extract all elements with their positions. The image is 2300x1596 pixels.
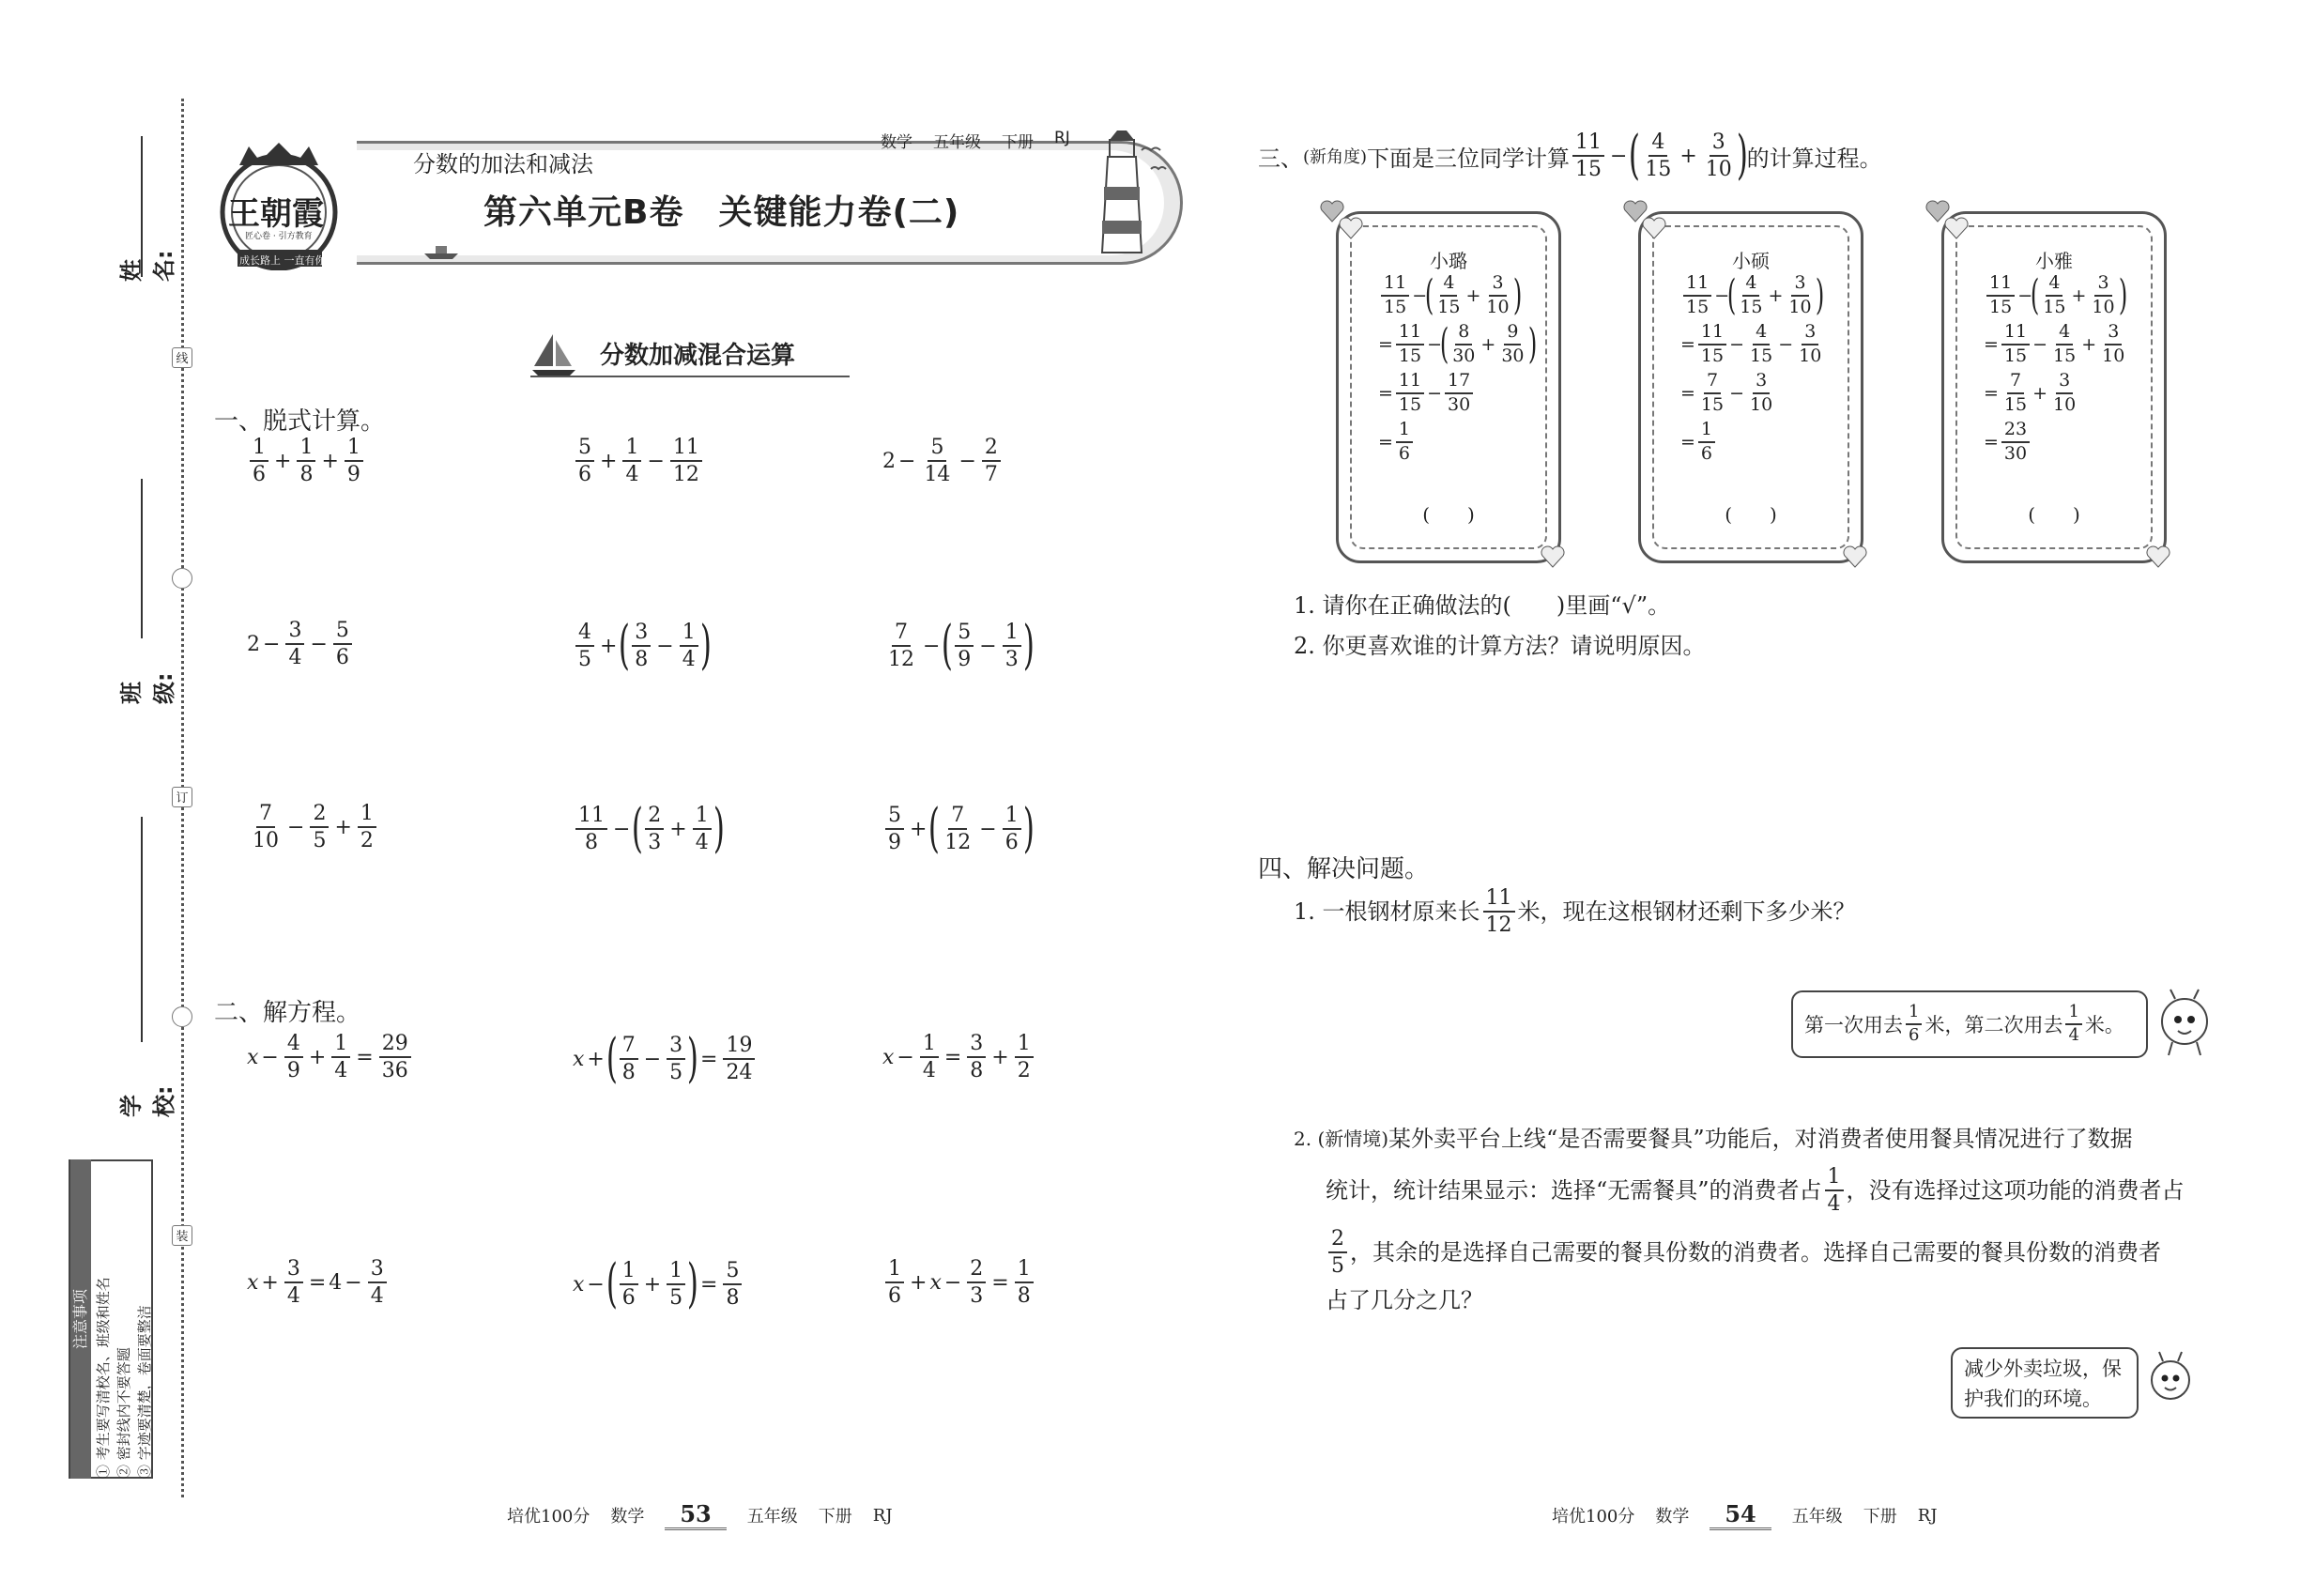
seal-dot [172,568,192,589]
name-label: 姓 名: [118,250,177,282]
page-number: 53 [665,1500,726,1530]
part3-expression: $\frac{11}{15}$ − ( $\frac{4}{15}$ + $\frac{3}{10}$ ) [1570,130,1747,182]
logo-sub: 匠心卷 · 引方教育 [245,232,313,241]
work-steps: $\frac{11}{15}$ − ( $\frac{4}{15}$ + $\frac{3}{10}$ ) = $\frac{11}{15}$ − $\frac{4}{15}$ + $\frac{3}{10}$ = $\frac{7}{15}$ + $\frac{3}{10}$ = $\frac{23}{30}$ [1984,270,2127,464]
calc-item: $\frac{1}{6}$ + $\frac{1}{8}$ + $\frac{1}{9}$ [247,437,366,485]
problem-1-b: 米，现在这根钢材还剩下多少米？ [1517,898,1856,926]
student-card-3 [1941,211,2167,563]
name-blank-line[interactable] [141,136,143,277]
unit-topic: 分数的加法和减法 [413,151,593,177]
section-banner-text: 分数加减混合运算 [600,342,796,370]
heart-icon [1842,545,1868,569]
answer-blank[interactable]: ( ) [1422,503,1475,526]
part3-suffix: 的计算过程。 [1746,145,1882,172]
heart-icon [1540,545,1566,569]
seal-mark-pack: 装 [172,1225,192,1246]
student-card-2 [1638,211,1863,563]
problem-2: 2. (新情境) 某外卖平台上线“是否需要餐具”功能后，对消费者使用餐具情况进行了数据 统计，统计结果显示：选择“无需餐具”的消费者占 $\frac{1}{4}$ ，没有选择过这项功能的消费者占 $\frac{2}{5}$ ，其余的是选择自己需要的餐具份数的消费者。选择自己需要的餐具份数的消费者 占了几分之几？ [1294,1117,2223,1327]
calc-item: $\frac{5}{6}$ + $\frac{1}{4}$ − $\frac{11}{12}$ [573,437,705,485]
calc-item: $\frac{11}{8}$ − ( $\frac{2}{3}$ + $\frac{1}{4}$ ) [573,803,724,855]
problem-2-tag: 2. (新情境) [1294,1127,1389,1150]
equation-item: $\frac{1}{6}$ + x − $\frac{2}{3}$ = $\frac{1}{8}$ [882,1258,1036,1307]
footer-brand: 培优100分 [507,1507,590,1527]
equation-item: x + ( $\frac{7}{8}$ − $\frac{3}{5}$ ) = $\frac{19}{24}$ [573,1033,758,1085]
calc-item: 2 − $\frac{5}{14}$ − $\frac{2}{7}$ [882,437,1004,485]
calc-item: $\frac{7}{12}$ − ( $\frac{5}{9}$ − $\frac{1}{3}$ ) [888,615,1035,676]
page-number: 54 [1710,1500,1771,1530]
equation-item: x − ( $\frac{1}{6}$ + $\frac{1}{5}$ ) = $\frac{5}{8}$ [573,1258,744,1311]
sailboat-icon [530,330,577,377]
work-steps: $\frac{11}{15}$ − ( $\frac{4}{15}$ + $\frac{3}{10}$ ) = $\frac{11}{15}$ − ( $\frac{8}{30}$ + $\frac{9}{30}$ ) = $\frac{11}{15}$ − $\frac{17}{30}$ = $\frac{1}{6}$ [1378,270,1537,464]
part4-label: 四、解决问题。 [1258,855,1430,883]
mascot-icon [2152,986,2217,1061]
page-title: 第六单元B卷 关键能力卷(二) [483,193,960,232]
problem-2-e: 占了几分之几？ [1326,1287,1483,1313]
student-name: 小璐 [1430,250,1467,272]
footer-edition: RJ [872,1505,893,1526]
heart-icon [1338,216,1364,240]
footer-edition: RJ [1917,1505,1938,1526]
mascot-icon [2142,1348,2199,1419]
student-name: 小硕 [1732,250,1770,272]
footer-term: 下册 [1863,1507,1897,1527]
footer-subject: 数学 [610,1507,645,1527]
footer-subject: 数学 [1655,1507,1690,1527]
banner-underline [530,376,850,377]
equation-item: x + $\frac{3}{4}$ = 4 − $\frac{3}{4}$ [247,1258,390,1307]
part3-subquestion-2: 2. 你更喜欢谁的计算方法？请说明原因。 [1294,633,1706,659]
school-label: 学 校: [118,1085,177,1117]
part3-label [1258,125,1882,186]
part3-subquestion-1: 1. 请你在正确做法的( )里画“√”。 [1294,592,1671,619]
notice-item: ① 考生要写清校名、班级和姓名 [95,1277,112,1479]
answer-blank[interactable]: ( ) [2028,503,2080,526]
logo-badge [202,139,357,270]
notice-item: ② 密封线内不要答题 [115,1347,132,1479]
meta-subject: 数学 [881,133,912,152]
part3-text: 下面是三位同学计算 [1367,145,1571,172]
part1-label: 一、脱式计算。 [214,407,386,436]
problem-2-d: ，其余的是选择自己需要的餐具份数的消费者。选择自己需要的餐具份数的消费者 [1350,1239,2161,1266]
part2-label: 二、解方程。 [214,999,361,1027]
problem-2-a: 某外卖平台上线“是否需要餐具”功能后，对消费者使用餐具情况进行了数据 [1388,1125,2133,1152]
notice-item: ③ 字迹要清楚，卷面要整洁 [136,1305,153,1479]
meta-term: 下册 [1002,133,1034,152]
footer-term: 下册 [818,1507,852,1527]
problem-2-c: ，没有选择过这项功能的消费者占 [1846,1177,2185,1204]
work-steps: $\frac{11}{15}$ − ( $\frac{4}{15}$ + $\frac{3}{10}$ ) = $\frac{11}{15}$ − $\frac{4}{15}$ − $\frac{3}{10}$ = $\frac{7}{15}$ − $\frac{3}{10}$ = $\frac{1}{6}$ [1680,270,1824,464]
binding-strip [0,0,188,1596]
student-name: 小雅 [2035,250,2073,272]
calc-item: 2 − $\frac{3}{4}$ − $\frac{5}{6}$ [247,620,355,668]
seal-mark-bind: 订 [172,787,192,807]
equation-item: x − $\frac{1}{4}$ = $\frac{3}{8}$ + $\frac{1}{2}$ [882,1033,1036,1082]
hint-bubble-1: 第一次用去 $\frac{1}{6}$ 米，第二次用去 $\frac{1}{4}$ 米。 [1791,990,2148,1058]
seal-dot [172,1006,192,1027]
school-blank-line[interactable] [141,817,143,1042]
answer-blank[interactable]: ( ) [1725,503,1777,526]
notice-box [69,1159,153,1479]
logo-slogan: 成长路上 一直有你 [239,254,326,267]
meta-grade: 五年级 [933,133,981,152]
calc-item: $\frac{5}{9}$ + ( $\frac{7}{12}$ − $\frac{1}{6}$ ) [882,803,1034,855]
header-meta [881,129,1070,152]
heart-icon [2145,545,2171,569]
notice-title: 注意事项 [70,1159,91,1479]
footer-right [1552,1500,1938,1530]
heart-icon [1943,216,1970,240]
student-card-1 [1336,211,1561,563]
footer-grade: 五年级 [746,1507,798,1527]
class-label: 班 级: [118,672,177,704]
problem-1: 1. 一根钢材原来长 $\frac{11}{12}$ 米，现在这根钢材还剩下多少米？ [1294,886,1856,938]
meta-edition: RJ [1054,129,1070,147]
calc-item: $\frac{7}{10}$ − $\frac{2}{5}$ + $\frac{1}{2}$ [247,803,379,852]
ship-icon [422,242,460,261]
equation-item: x − $\frac{4}{9}$ + $\frac{1}{4}$ = $\frac{29}{36}$ [247,1033,414,1082]
heart-icon [1641,216,1667,240]
footer-brand: 培优100分 [1552,1507,1635,1527]
calc-item: $\frac{4}{5}$ + ( $\frac{3}{8}$ − $\frac{1}{4}$ ) [573,620,711,672]
class-blank-line[interactable] [141,479,143,638]
hint-bubble-2: 减少外卖垃圾，保护我们的环境。 [1951,1347,2139,1419]
problem-1-a: 1. 一根钢材原来长 [1294,898,1480,926]
logo-text: 王朝霞 [228,195,324,233]
seal-mark-line: 线 [172,347,192,368]
section-banner [530,330,859,381]
footer-grade: 五年级 [1791,1507,1843,1527]
footer-left [507,1500,893,1530]
part3-prefix: 三、 [1258,145,1303,172]
part3-tag: (新角度) [1303,147,1368,167]
bird-icon [1138,141,1175,178]
problem-2-b: 统计，统计结果显示：选择“无需餐具”的消费者占 [1326,1177,1822,1204]
